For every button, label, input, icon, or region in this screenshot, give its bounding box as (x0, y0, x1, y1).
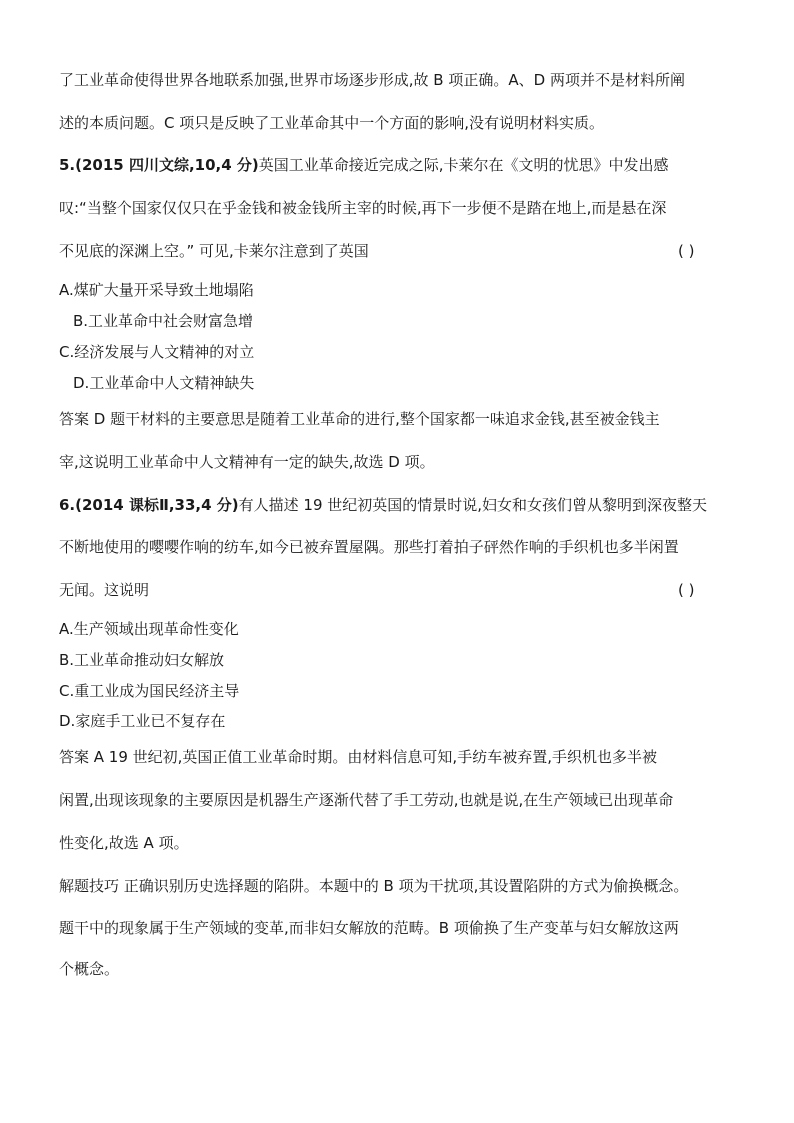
question-6-number: 6.(2014 课标Ⅱ,33,4 分) (59, 496, 239, 514)
question-5-number: 5.(2015 四川文综,10,4 分) (59, 156, 259, 174)
text-line: 题干中的现象属于生产领域的变革,而非妇女解放的范畴。B 项偷换了生产变革与妇女解放这两 (59, 919, 679, 937)
text-line: 述的本质问题。C 项只是反映了工业革命其中一个方面的影响,没有说明材料实质。 (59, 114, 605, 132)
option-d: D.工业革命中人文精神缺失 (73, 374, 255, 392)
text-line: 性变化,故选 A 项。 (59, 834, 189, 852)
question-6-stem: 有人描述 19 世纪初英国的情景时说,妇女和女孩们曾从黎明到深夜整天 (238, 496, 708, 514)
text-line: 宰,这说明工业革命中人文精神有一定的缺失,故选 D 项。 (59, 453, 435, 471)
option-c: C.重工业成为国民经济主导 (59, 682, 240, 700)
answer-bracket: ( ) (678, 242, 695, 260)
option-a: A.生产领域出现革命性变化 (59, 620, 239, 638)
question-5-stem: 英国工业革命接近完成之际,卡莱尔在《文明的忧思》中发出感 (258, 156, 669, 174)
text-line: 个概念。 (59, 960, 120, 978)
answer-bracket: ( ) (678, 581, 695, 599)
option-b: B.工业革命推动妇女解放 (59, 651, 225, 669)
option-c: C.经济发展与人文精神的对立 (59, 343, 255, 361)
text-line: 不见底的深渊上空。” 可见,卡莱尔注意到了英国 (59, 242, 369, 260)
text-line: 了工业革命使得世界各地联系加强,世界市场逐步形成,故 B 项正确。A、D 两项并不是材料所阐 (59, 71, 685, 89)
text-line: 叹:“当整个国家仅仅只在乎金钱和被金钱所主宰的时候,再下一步便不是踏在地上,而是悬在深 (59, 199, 667, 217)
question-5-header (59, 155, 754, 175)
tip-line: 解题技巧 正确识别历史选择题的陷阱。本题中的 B 项为干扰项,其设置陷阱的方式为偷换概念。 (59, 877, 689, 895)
answer-line: 答案 D 题干材料的主要意思是随着工业革命的进行,整个国家都一味追求金钱,甚至被金钱主 (59, 410, 660, 428)
option-b: B.工业革命中社会财富急增 (73, 312, 254, 330)
option-d: D.家庭手工业已不复存在 (59, 712, 226, 730)
option-a: A.煤矿大量开采导致土地塌陷 (59, 281, 254, 299)
text-line: 闲置,出现该现象的主要原因是机器生产逐渐代替了手工劳动,也就是说,在生产领域已出现革命 (59, 791, 674, 809)
text-line: 不断地使用的嘤嘤作响的纺车,如今已被弃置屋隅。那些打着拍子砰然作响的手织机也多半闲置 (59, 538, 679, 556)
answer-line: 答案 A 19 世纪初,英国正值工业革命时期。由材料信息可知,手纺车被弃置,手织机也多半被 (59, 748, 657, 766)
question-6-header (59, 495, 754, 515)
text-line: 无闻。这说明 (59, 581, 150, 599)
